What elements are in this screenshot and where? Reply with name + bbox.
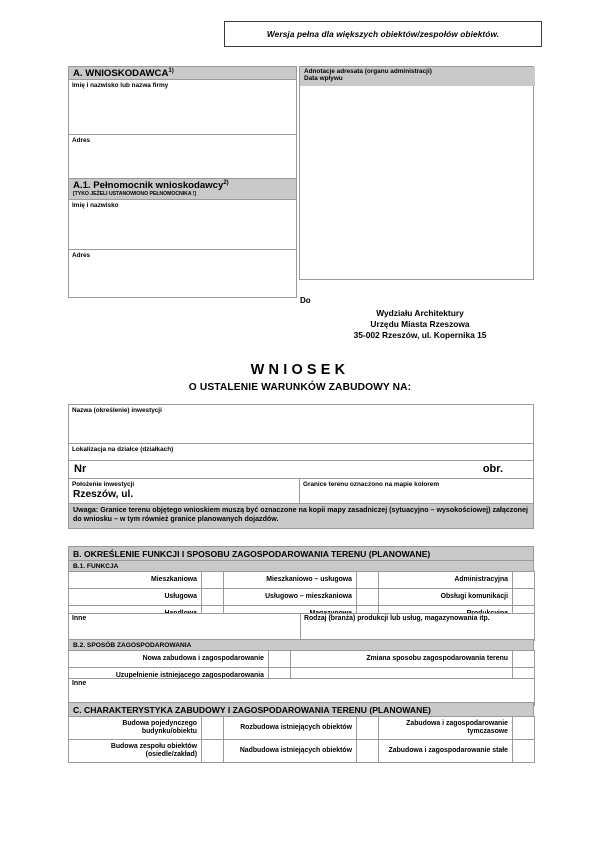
- characteristics-option-label: Rozbudowa istniejących obiektów: [224, 717, 357, 740]
- characteristics-option-label: Budowa zespołu obiektów (osiedle/zakład): [69, 740, 202, 763]
- representative-header-label: A.1. Pełnomocnik wnioskodawcy$^{2)}$: [73, 180, 229, 192]
- investment-name-field[interactable]: [68, 404, 534, 444]
- investment-boundary-field[interactable]: [299, 478, 534, 504]
- characteristics-option-checkbox[interactable]: [357, 740, 379, 763]
- investment-boundary-label: Granice terenu oznaczono na mapie kolorem: [303, 481, 440, 488]
- investment-location-label: Lokalizacja na działce (działkach): [72, 446, 174, 453]
- version-banner-text: Wersja pełna dla większych obiektów/zespołów obiektów.: [266, 29, 500, 39]
- development-option-label: Zmiana sposobu zagospodarowania terenu: [291, 651, 513, 668]
- investment-name-label: Nazwa (określenie) inwestycji: [72, 407, 162, 414]
- version-banner: [224, 21, 542, 47]
- representative-section-header: [68, 178, 297, 200]
- function-option-label: Administracyjna: [379, 572, 513, 589]
- characteristics-option-checkbox[interactable]: [513, 740, 535, 763]
- document-title: WNIOSEK: [250, 362, 350, 378]
- function-option-checkbox[interactable]: [513, 572, 535, 589]
- section-b2-title: B.2. SPOSÓB ZAGOSPODAROWANIA: [73, 641, 192, 649]
- function-option-label: Mieszkaniowa: [69, 572, 202, 589]
- applicant-address-label: Adres: [72, 137, 91, 144]
- section-c-header: [68, 702, 534, 717]
- investment-location-field[interactable]: [68, 443, 534, 461]
- addressee-to-label: Do: [300, 296, 311, 305]
- table-row: [69, 740, 535, 763]
- parcel-obr-label: obr.: [482, 463, 503, 475]
- parcel-nr-label: Nr: [74, 463, 87, 475]
- characteristics-option-checkbox[interactable]: [202, 740, 224, 763]
- characteristics-option-label: Budowa pojedynczego budynku/obiektu: [69, 717, 202, 740]
- table-row: [69, 572, 535, 589]
- function-other-label[interactable]: Inne: [69, 614, 301, 641]
- section-c-title: C. CHARAKTERYSTYKA ZABUDOWY I ZAGOSPODAROWANIA TERENU (PLANOWANE): [73, 704, 431, 715]
- investment-position-value: Rzeszów, ul.: [73, 489, 134, 501]
- applicant-block: [68, 66, 297, 280]
- applicant-name-label: Imię i nazwisko lub nazwa firmy: [72, 82, 169, 89]
- development-option-label: Uzupełnienie istniejącego zagospodarowania: [69, 668, 269, 685]
- function-option-checkbox[interactable]: [357, 572, 379, 589]
- representative-note: [TYKO JEŻELI USTANOWIONO PEŁNOMOCNIKA !]: [73, 191, 197, 198]
- section-b1-title: B.1. FUNKCJA: [73, 562, 119, 570]
- addressee-line: Urzędu Miasta Rzeszowa: [370, 319, 470, 330]
- addressee-block: [300, 296, 540, 341]
- characteristics-option-checkbox[interactable]: [357, 717, 379, 740]
- addressee-lines: [300, 308, 540, 341]
- function-branch-label[interactable]: Rodzaj (branża) produkcji lub usług, magazynowania itp.: [301, 614, 535, 641]
- document-title-block: [0, 362, 600, 393]
- function-option-label: Obsługi komunikacji: [379, 589, 513, 606]
- investment-note-text: Uwaga: Granice terenu objętego wnioskiem muszą być oznaczone na kopii mapy zasadniczej (sytuacyjno – wysokościowej) załączonej do wniosku – w tym również granice planowanych dojazdów.: [73, 506, 528, 524]
- applicant-address-field[interactable]: [68, 134, 297, 179]
- investment-parcel-row[interactable]: [68, 460, 534, 479]
- applicant-header-label: A. WNIOSKODAWCA$^{1)}$: [73, 68, 174, 80]
- table-row: [69, 614, 535, 641]
- representative-address-label: Adres: [72, 252, 91, 259]
- section-b-title: B. OKREŚLENIE FUNKCJI I SPOSOBU ZAGOSPODAROWANIA TERENU (PLANOWANE): [73, 548, 431, 559]
- characteristics-option-label: Zabudowa i zagospodarowanie tymczasowe: [379, 717, 513, 740]
- characteristics-option-label: Nadbudowa istniejących obiektów: [224, 740, 357, 763]
- annotations-line2: Data wpływu: [304, 75, 343, 83]
- applicant-name-field[interactable]: [68, 79, 297, 135]
- table-row: [69, 651, 535, 668]
- function-option-label: Usługowo – mieszkaniowa: [224, 589, 357, 606]
- function-option-checkbox[interactable]: [513, 589, 535, 606]
- table-row: [69, 717, 535, 740]
- annotations-line1: Adnotacje adresata (organu administracji): [304, 68, 432, 75]
- representative-name-field[interactable]: [68, 199, 297, 250]
- characteristics-option-checkbox[interactable]: [513, 717, 535, 740]
- function-option-checkbox[interactable]: [202, 589, 224, 606]
- addressee-line: Wydziału Architektury: [376, 308, 464, 318]
- function-other-row: [68, 613, 535, 641]
- addressee-line: 35-002 Rzeszów, ul. Kopernika 15: [353, 330, 487, 341]
- development-option-label: Nowa zabudowa i zagospodarowanie: [69, 651, 269, 668]
- annotations-header: [300, 67, 535, 86]
- investment-position-field[interactable]: [68, 478, 300, 504]
- investment-note: [68, 503, 534, 529]
- representative-name-label: Imię i nazwisko: [72, 202, 119, 209]
- function-option-label: Mieszkaniowo – usługowa: [224, 572, 357, 589]
- document-subtitle: O USTALENIE WARUNKÓW ZABUDOWY NA:: [188, 382, 412, 393]
- investment-position-label: Położenie inwestycji: [72, 481, 135, 488]
- function-option-checkbox[interactable]: [202, 572, 224, 589]
- characteristics-options-grid: [68, 716, 535, 763]
- table-row: [69, 589, 535, 606]
- characteristics-option-checkbox[interactable]: [202, 717, 224, 740]
- section-b-header: [68, 546, 534, 561]
- function-option-checkbox[interactable]: [357, 589, 379, 606]
- representative-address-field[interactable]: [68, 249, 297, 298]
- characteristics-option-label: Zabudowa i zagospodarowanie stałe: [379, 740, 513, 763]
- applicant-section-header: [68, 66, 297, 80]
- development-option-checkbox[interactable]: [269, 651, 291, 668]
- development-other-label[interactable]: Inne: [69, 679, 535, 706]
- development-option-checkbox[interactable]: [513, 651, 535, 668]
- function-option-label: Usługowa: [69, 589, 202, 606]
- annotations-block[interactable]: [299, 66, 534, 280]
